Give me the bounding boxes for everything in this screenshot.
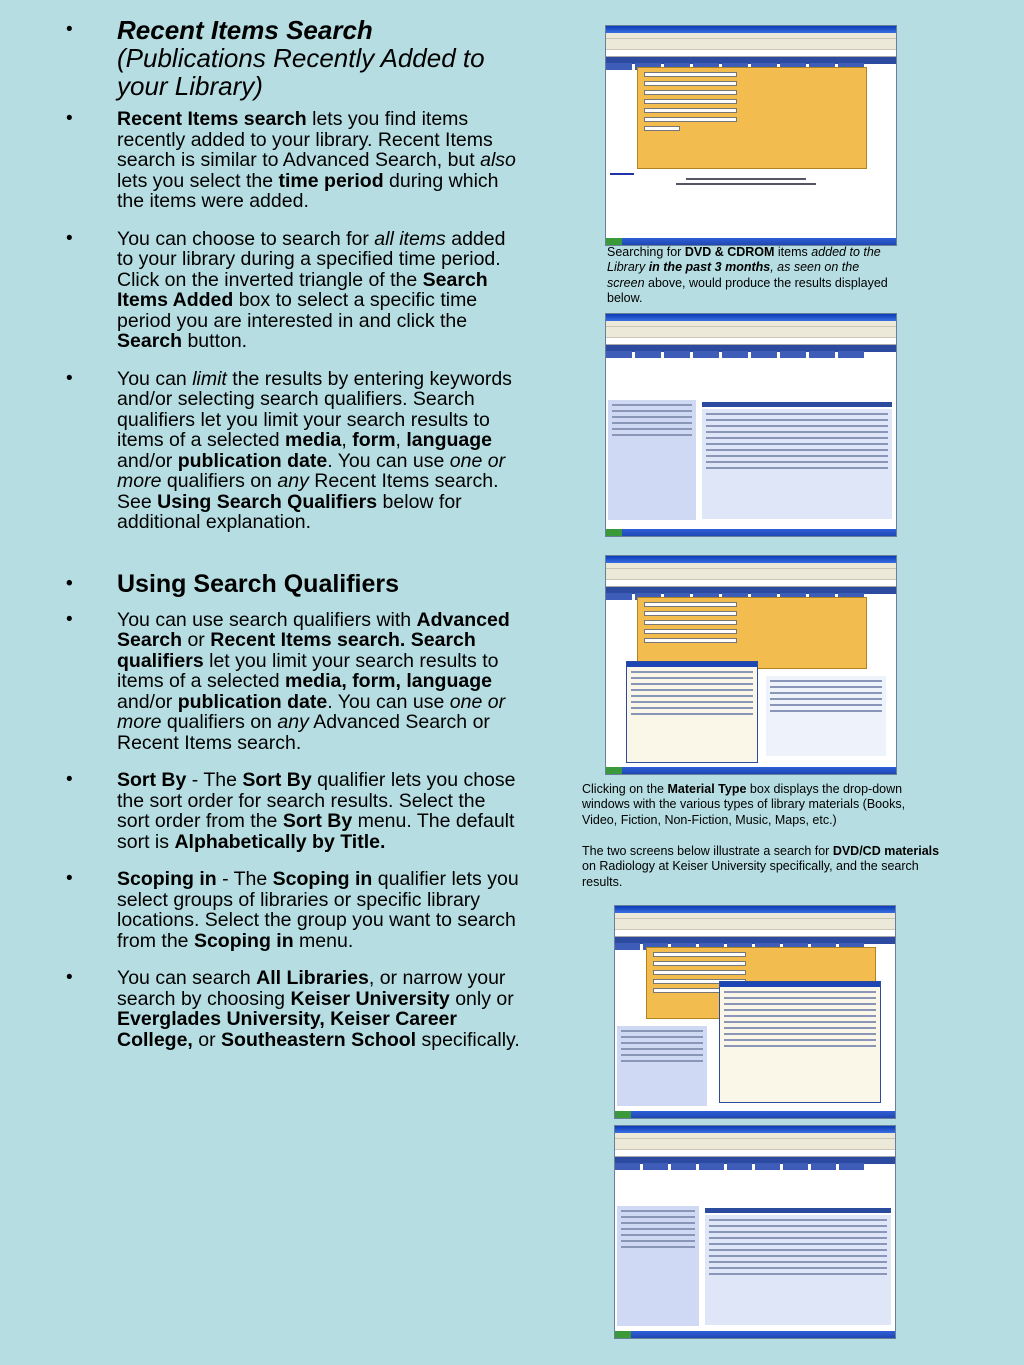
text: You can use search qualifiers with (117, 608, 417, 631)
text: language (406, 429, 492, 451)
copyright-line (686, 178, 806, 180)
bullet: • (66, 367, 73, 389)
text: menu. (293, 929, 354, 952)
screenshot-search-results (605, 313, 897, 537)
results-header (702, 402, 892, 407)
text: Advanced Search (117, 608, 510, 651)
text: Sort By (117, 769, 187, 791)
nav-tabs (606, 345, 896, 352)
text: form (352, 429, 396, 451)
para-all-items (60, 229, 522, 352)
text: Material Type (667, 782, 747, 796)
screenshot-radiology-results (614, 1125, 896, 1339)
text: media (285, 429, 342, 451)
taskbar (606, 238, 896, 245)
nav-tabs (606, 587, 896, 594)
material-type-popup (626, 661, 758, 763)
text: media, form, language (285, 670, 492, 692)
toolbar (606, 327, 896, 338)
bullet: • (66, 227, 73, 249)
section-title: Recent Items Search (117, 15, 373, 45)
search-form-panel (637, 597, 867, 669)
text: qualifier lets you select groups of libraries or specific library locations. Select the group you want to search from the (117, 868, 519, 952)
text: Recent Items search. Search qualifiers (117, 629, 476, 672)
text: added to your library during a specified time period. Click on the inverted triangle of the (117, 227, 506, 291)
text: let you limit your search results to items of a selected (117, 649, 499, 692)
text: during which the items were added. (117, 169, 499, 212)
text: Search (117, 330, 183, 352)
text: any (277, 470, 309, 492)
text: , (395, 429, 407, 451)
para-sort-by (60, 770, 522, 852)
para-search-qualifiers (60, 610, 522, 754)
text: Advanced Search or Recent Items search. (117, 711, 490, 754)
bullet: • (66, 19, 73, 40)
text: . You can use (327, 449, 450, 472)
section-recent-items (60, 16, 522, 100)
text: qualifiers on (161, 711, 278, 733)
text: Everglades University, Keiser Career College, (117, 1008, 457, 1051)
text: You can choose to search for (117, 227, 375, 250)
text: - The (186, 769, 243, 791)
text: specifically. (416, 1028, 520, 1051)
text: Recent Items search. See (117, 470, 499, 513)
screenshot-material-type (605, 555, 897, 775)
text: Scoping in (117, 868, 217, 890)
text: DVD/CD materials (832, 844, 940, 858)
text: or (182, 629, 211, 651)
my-preferences-link (610, 173, 634, 175)
text: below for additional explanation. (117, 490, 462, 533)
taskbar (615, 1331, 895, 1338)
text: any (277, 711, 309, 733)
material-type-popup (719, 981, 881, 1103)
bullet: • (66, 108, 73, 129)
text: - The (216, 868, 273, 890)
text: . You can use (327, 690, 450, 713)
text: items (774, 245, 812, 259)
text: publication date (177, 449, 328, 472)
para-all-libraries (60, 968, 522, 1050)
text: Scoping in (193, 929, 294, 952)
caption-radiology-search (582, 844, 952, 890)
text: above, would produce the results displayed below. (607, 275, 888, 306)
search-form-panel (637, 67, 867, 169)
section-title: Using Search Qualifiers (117, 569, 400, 598)
screenshot-search-form (605, 25, 897, 246)
nav-tabs (615, 937, 895, 944)
taskbar (615, 1111, 895, 1118)
nav-tabs (615, 1157, 895, 1164)
text: menu. The default sort is (117, 810, 515, 853)
copyright-line (676, 183, 816, 185)
address-bar (615, 930, 895, 937)
toolbar (606, 569, 896, 580)
para-limit-results (60, 369, 522, 533)
title-bar (615, 1126, 895, 1133)
title-bar (606, 26, 896, 33)
taskbar (606, 767, 896, 774)
text: All Libraries (256, 967, 369, 989)
text: or (192, 1028, 222, 1051)
text: lets you select the (117, 169, 279, 192)
section-using-qualifiers (60, 570, 522, 598)
text: in the past 3 months (645, 260, 771, 275)
taskbar (606, 529, 896, 536)
title-bar (615, 906, 895, 913)
text: also (480, 149, 516, 171)
text: You can search (117, 967, 257, 989)
text: the results by entering keywords and/or selecting search qualifiers. Search qualifiers let you limit your search results to items of a selected (117, 367, 512, 451)
text: on Radiology at Keiser University specifically, and the search results. (582, 859, 919, 889)
text: , or narrow your search by choosing (117, 967, 506, 1010)
text: Sort By (282, 810, 353, 832)
text: lets you find items recently added to your library. Recent Items search is similar to Advanced Search, but (117, 108, 493, 171)
text: added to the Library (607, 245, 881, 275)
text: and/or (117, 449, 178, 472)
address-bar (615, 1150, 895, 1157)
left-column (60, 16, 522, 1050)
toolbar (606, 39, 896, 50)
text: one or more (117, 449, 506, 492)
text: qualifiers on (161, 470, 278, 492)
text: box to select a specific time period you are interested in and click the (117, 289, 478, 332)
text: , as seen on the screen (607, 260, 860, 290)
text: Clicking on the (582, 782, 668, 796)
bullet: • (66, 572, 73, 594)
section-subtitle: (Publications Recently Added to your Library) (117, 43, 485, 101)
text: Recent Items search (117, 108, 307, 130)
screenshot-radiology-search (614, 905, 896, 1119)
bullet: • (66, 868, 73, 889)
text: Keiser University (290, 987, 450, 1010)
nav-tabs (606, 57, 896, 64)
search-info-sidebar (617, 1206, 699, 1326)
text: one or more (117, 690, 506, 733)
text: Scoping in (272, 868, 373, 890)
related-resources (766, 676, 886, 756)
results-header (705, 1208, 891, 1213)
toolbar (615, 919, 895, 930)
text: Using Search Qualifiers (157, 490, 378, 513)
text: button. (182, 330, 248, 352)
bullet: • (66, 608, 73, 630)
text: Sort By (242, 769, 312, 791)
text: Search Items Added (117, 268, 488, 311)
results-list (705, 1215, 891, 1325)
text: box displays the drop-down windows with the various types of library materials (Books, Video, Fiction, Non-Fiction, Music, Maps, etc.) (582, 782, 906, 827)
title-bar (606, 314, 896, 321)
bullet: • (66, 769, 73, 790)
text: only or (449, 987, 514, 1010)
para-recent-items-search (60, 109, 522, 212)
text: , (341, 429, 353, 451)
toolbar (615, 1139, 895, 1150)
search-info-sidebar (608, 400, 696, 520)
text: time period (278, 169, 384, 192)
text: publication date (177, 690, 328, 713)
caption-dvd-cdrom (607, 245, 897, 307)
text: and/or (117, 690, 178, 713)
bullet: • (66, 967, 73, 988)
para-scoping-in (60, 869, 522, 951)
address-bar (606, 580, 896, 587)
text: Searching for (607, 245, 685, 259)
text: Southeastern School (221, 1028, 417, 1051)
text: limit (192, 367, 227, 390)
library-sidebar (617, 1026, 707, 1106)
text: DVD & CDROM (684, 245, 775, 259)
caption-material-type (582, 782, 927, 828)
text: all items (374, 227, 446, 250)
address-bar (606, 338, 896, 345)
text: qualifier lets you chose the sort order for search results. Select the sort order from the (117, 769, 516, 832)
text: You can (117, 367, 193, 390)
title-bar (606, 556, 896, 563)
address-bar (606, 50, 896, 57)
text: Alphabetically by Title. (174, 830, 386, 853)
text: The two screens below illustrate a search for (582, 844, 833, 858)
results-list (702, 409, 892, 519)
